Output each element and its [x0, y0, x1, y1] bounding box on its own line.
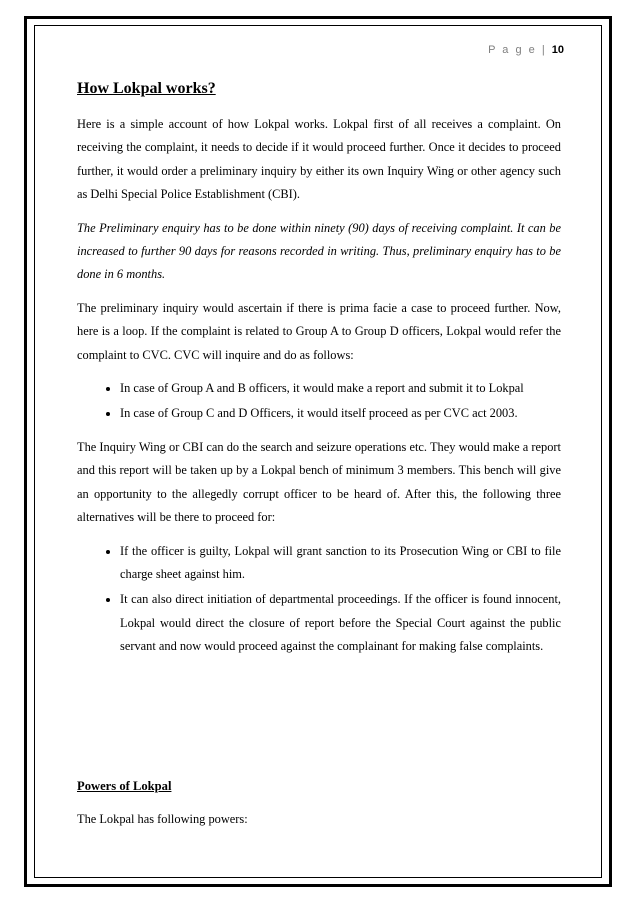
bullet-list-alternatives: [77, 540, 561, 659]
list-item: • If the officer is guilty, Lokpal will grant sanction to its Prosecution Wing or CBI to file charge sheet against him.: [120, 540, 561, 587]
page-separator: |: [541, 44, 547, 56]
list-item: • In case of Group A and B officers, it would make a report and submit it to Lokpal: [120, 377, 561, 400]
section-title-how-lokpal-works: How Lokpal works?: [77, 80, 216, 97]
page-label: P a g e: [488, 44, 537, 56]
list-item: • In case of Group C and D Officers, it would itself proceed as per CVC act 2003.: [120, 402, 561, 425]
section-title-powers-of-lokpal: Powers of Lokpal: [77, 778, 172, 793]
blank-space: [77, 669, 561, 779]
page-number: 10: [551, 44, 564, 56]
list-item: • It can also direct initiation of departmental proceedings. If the officer is found innocent, Lokpal would direct the closure of report before the Special Court against the public servant and now would proceed against the complainant for making false complaints.: [120, 588, 561, 658]
paragraph: Here is a simple account of how Lokpal works. Lokpal first of all receives a complaint. On receiving the complaint, it needs to decide if it would proceed further. Once it decides to proceed further, it would order a preliminary inquiry by either its own Inquiry Wing or other agency such as Delhi Special Police Establishment (CBI).: [77, 117, 561, 202]
page-number-header: [488, 44, 564, 56]
paragraph: The preliminary inquiry would ascertain if there is prima facie a case to proceed further. Now, here is a loop. If the complaint is related to Group A to Group D officers, Lokpal would refer the complaint to CVC. CVC will inquire and do as follows:: [77, 300, 561, 362]
bullet-list-cvc: [77, 377, 561, 426]
paragraph-italic: The Preliminary enquiry has to be done within ninety (90) days of receiving complaint. It can be increased to further 90 days for reasons recorded in writing. Thus, preliminary enquiry has to be done in 6 months.: [77, 220, 561, 282]
paragraph: The Lokpal has following powers:: [77, 811, 248, 826]
paragraph: The Inquiry Wing or CBI can do the search and seizure operations etc. They would make a report and this report will be taken up by a Lokpal bench of minimum 3 members. This bench will give an opportunity to the allegedly corrupt officer to be heard of. After this, the following three alternatives will be there to proceed for:: [77, 439, 561, 525]
document-body: [77, 80, 561, 841]
